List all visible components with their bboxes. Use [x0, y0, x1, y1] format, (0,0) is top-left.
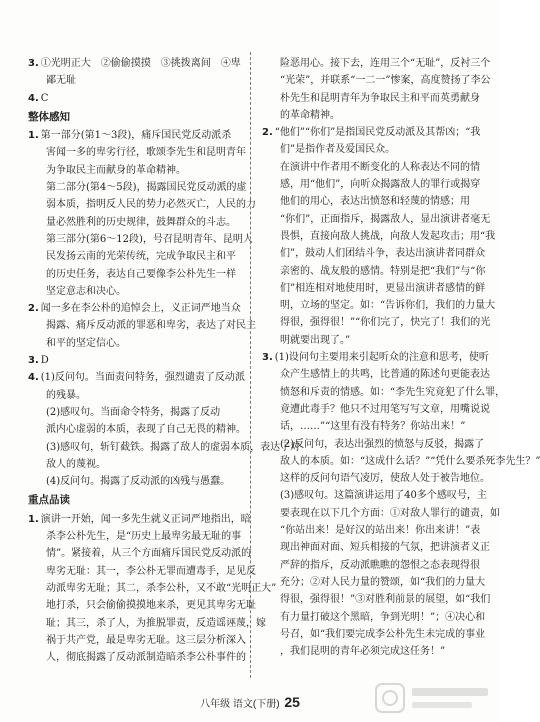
- answer-text-line: 弱本质，指明反人民的势力必然灭亡，人民的力: [46, 199, 256, 211]
- answer-text-line: 情”。紧接着，从三个方面痛斥国民党反动派的: [46, 548, 252, 560]
- answer-text-line: 得很，强得很！”“你们完了，快完了！我们的光: [280, 317, 491, 329]
- right-column: [262, 55, 540, 680]
- answer-text-line: 敌人的本质。如：“这成什么话？”“凭什么要杀死李先生？”: [280, 455, 540, 467]
- answer-text-line: (2)感叹句。当面命令特务，揭露了反动: [46, 406, 221, 418]
- answer-text-line: 众产生感情上的共鸣，比普通的陈述句更能表达: [280, 369, 490, 381]
- answer-text-line: 们”相连相对地使用时，更显出演讲者感情的鲜: [280, 282, 486, 294]
- answer-text-line: 为争取民主而献身的革命精神。: [46, 164, 186, 176]
- answer-text-line: 量必然胜利的历史规律，鼓舞群众的斗志。: [46, 216, 236, 228]
- answer-text-line: 第三部分(第6～12段)，号召昆明青年、昆明人: [46, 233, 253, 245]
- answer-text-line: 卑劣无耻：其一，李公朴无罪而遭毒手，足见反: [46, 565, 256, 577]
- answer-text-line: 充分；②对人民力量的赞颂，如“我们的力量大: [280, 576, 486, 588]
- answer-text-line: 闻一多在李公朴的追悼会上，义正词严地当众: [40, 303, 241, 315]
- answer-text-line: 严辞的指斥，反动派瞧瞧的怨恨之态表现得很: [280, 559, 480, 571]
- answer-text-line: 第一部分(第1～3段)，痛斥国民党反动派杀: [40, 130, 232, 142]
- section-heading: 重点品读: [28, 494, 70, 507]
- answer-item: [262, 124, 481, 141]
- answer-text-line: 要表现在以下几个方面：①对敌人罪行的谴责，如: [280, 507, 500, 519]
- answer-text-line: 动派卑劣无耻；其二，杀李公朴，又不敢“光明正大”: [46, 582, 277, 594]
- answer-text-line: ，我们昆明的青年必须完成这任务！”: [280, 646, 446, 658]
- footer-subject: 语文(下册): [232, 699, 280, 710]
- item-number: 1.: [28, 513, 39, 525]
- answer-text-line: (1)反问句。当面责问特务，强烈谴责了反动派: [40, 372, 245, 384]
- page-number: 25: [284, 694, 300, 710]
- item-number: 4.: [28, 92, 39, 104]
- answer-text-line: C: [40, 92, 49, 104]
- answer-text-line: 号召，如“我们要完成李公朴先生未完成的事业: [280, 628, 486, 640]
- answer-text-line: 第二部分(第4～5段)，揭露国民党反动派的虚: [46, 182, 247, 194]
- answer-text-line: 亲密的、战友般的感情。特别是把“我们”与“你: [280, 265, 486, 277]
- item-number: 1.: [28, 130, 39, 142]
- answer-text-line: (3)感叹句。这篇演讲运用了40多个感叹号，主: [280, 490, 487, 502]
- answer-text-line: ①光明正大 ②偷偷摸摸 ③挑拨离间 ④卑: [40, 58, 241, 69]
- answer-text-line: 害闻一多的卑劣行径，歌颂李先生和昆明青年: [46, 147, 246, 159]
- answer-text-line: (4)反问句。揭露了反动派的凶残与愚蠢。: [46, 476, 231, 488]
- answer-item: [28, 300, 242, 317]
- watermark-logo-icon: [374, 678, 494, 718]
- answer-text-line: 这样的反问句语气凌厉，使敌人处于被告地位。: [280, 473, 490, 485]
- answer-text-line: 明就要出现了。”: [280, 334, 351, 346]
- item-number: 4.: [28, 372, 39, 384]
- answer-text-line: 鄙无耻: [46, 75, 76, 87]
- answer-text-line: 祸于共产党，最是卑劣无耻。这三层分析深入: [46, 634, 246, 646]
- answer-text-line: 坚定意志和决心。: [46, 285, 126, 297]
- answer-text-line: “他们”“你们”是指国民党反动派及其帮凶；“我: [274, 127, 481, 139]
- item-number: 2.: [262, 127, 273, 139]
- answer-text-line: (1)设问句主要用来引起听众的注意和思考，使听: [274, 352, 489, 364]
- answer-text-line: 地打杀，只会偷偷摸摸地来杀，更见其卑劣无耻: [46, 600, 256, 612]
- answer-item: [28, 511, 251, 528]
- answer-text-line: “你们”，正面指斥，揭露敌人，显出演讲者毫无: [280, 213, 491, 225]
- answer-item: [28, 369, 245, 386]
- answer-text-line: “光荣”，并联系“一二一”惨案，高度赞扬了李公: [280, 75, 491, 87]
- answer-item: [28, 55, 242, 72]
- item-number: 3.: [28, 58, 39, 69]
- answer-text-line: 耻；其三，杀了人，为推脱罪责，反造谣诬蔑，嫁: [46, 617, 266, 629]
- answer-text-line: 愤怒和斥责的情感。如：“李先生究竟犯了什么罪，: [280, 386, 506, 398]
- answer-text-line: D: [40, 355, 49, 367]
- answer-text-line: (3)感叹句，斩钉截铁。揭露了敌人的虚弱本质，表达了对: [46, 441, 301, 453]
- answer-text-line: 竟遭此毒手？他只不过用笔写写文章，用嘴说说: [280, 403, 490, 415]
- answer-text-line: 杀李公朴先生，是“历史上最卑劣最无耻的事: [46, 531, 242, 543]
- answer-text-line: 们”，鼓动人们团结斗争，表达出演讲者同群众: [280, 248, 486, 260]
- answer-text-line: 他们的用心，表达出愤怒和轻蔑的情感；用: [280, 196, 470, 208]
- item-number: 3.: [262, 352, 273, 364]
- answer-text-line: 和平的坚定信心。: [46, 337, 126, 349]
- answer-text-line: 有力量打破这个黑暗，争到光明！”；④决心和: [280, 611, 486, 623]
- answer-text-line: 险恶用心。接下去，连用三个“无耻”，反衬三个: [280, 58, 491, 69]
- answer-text-line: (2)反问句，表达出强烈的愤怒与反驳，揭露了: [280, 438, 485, 450]
- answer-text-line: 朴先生和昆明青年为争取民主和平而英勇献身: [280, 92, 480, 104]
- answer-text-line: 的残暴。: [46, 389, 86, 401]
- answer-text-line: 演讲一开始，闻一多先生就义正词严地指出，暗: [40, 513, 251, 525]
- answer-text-line: 畏惧，直接向敌人挑战，向敌人发起攻击；用“我: [280, 230, 496, 242]
- answer-text-line: 在演讲中作者用不断变化的人称表达不同的情: [280, 161, 480, 173]
- footer-grade: 八年级: [200, 699, 231, 710]
- answer-text-line: “你站出来！是好汉的站出来！你出来讲！”表: [280, 525, 481, 537]
- answer-item: [28, 127, 242, 144]
- answer-text-line: 派内心虚弱的本质，表现了自己无畏的精神。: [46, 424, 246, 436]
- left-column: [28, 55, 301, 680]
- answer-text-line: 人，彻底揭露了反动派制造暗杀李公朴事件的: [46, 652, 246, 664]
- column-divider: [250, 52, 251, 678]
- section-heading: 整体感知: [28, 110, 70, 123]
- answer-text-line: 明，立场的坚定。如：“告诉你们，我们的力量大: [280, 300, 496, 312]
- answer-item: [28, 352, 242, 369]
- item-number: 2.: [28, 303, 39, 315]
- answer-text-line: 的革命精神。: [280, 109, 340, 121]
- answer-text-line: 的历史任务，表达自己要像李公朴先生一样: [46, 268, 236, 280]
- item-number: 3.: [28, 355, 39, 367]
- answer-item: [262, 349, 489, 366]
- answer-text-line: 敌人的蔑视。: [46, 458, 106, 470]
- answer-text-line: 现出神面对面、短兵相接的气氛，把讲演者义正: [280, 542, 490, 554]
- answer-text-line: 感，用“他们”，向听众揭露敌人的罪行或揭穿: [280, 179, 481, 191]
- answer-text-line: 话，……”“这里有没有特务？你站出来！”: [280, 421, 466, 433]
- answer-text-line: 得很，强得很！”③对胜利前景的展望，如“我们: [280, 594, 491, 606]
- answer-text-line: 们”是指作者及爱国民众。: [280, 144, 396, 156]
- answer-text-line: 揭露、痛斥反动派的罪恶和卑劣，表达了对民主: [46, 320, 256, 332]
- answer-item: [28, 90, 242, 107]
- answer-text-line: 民发扬云南的光荣传统，完成争取民主和平: [46, 251, 236, 263]
